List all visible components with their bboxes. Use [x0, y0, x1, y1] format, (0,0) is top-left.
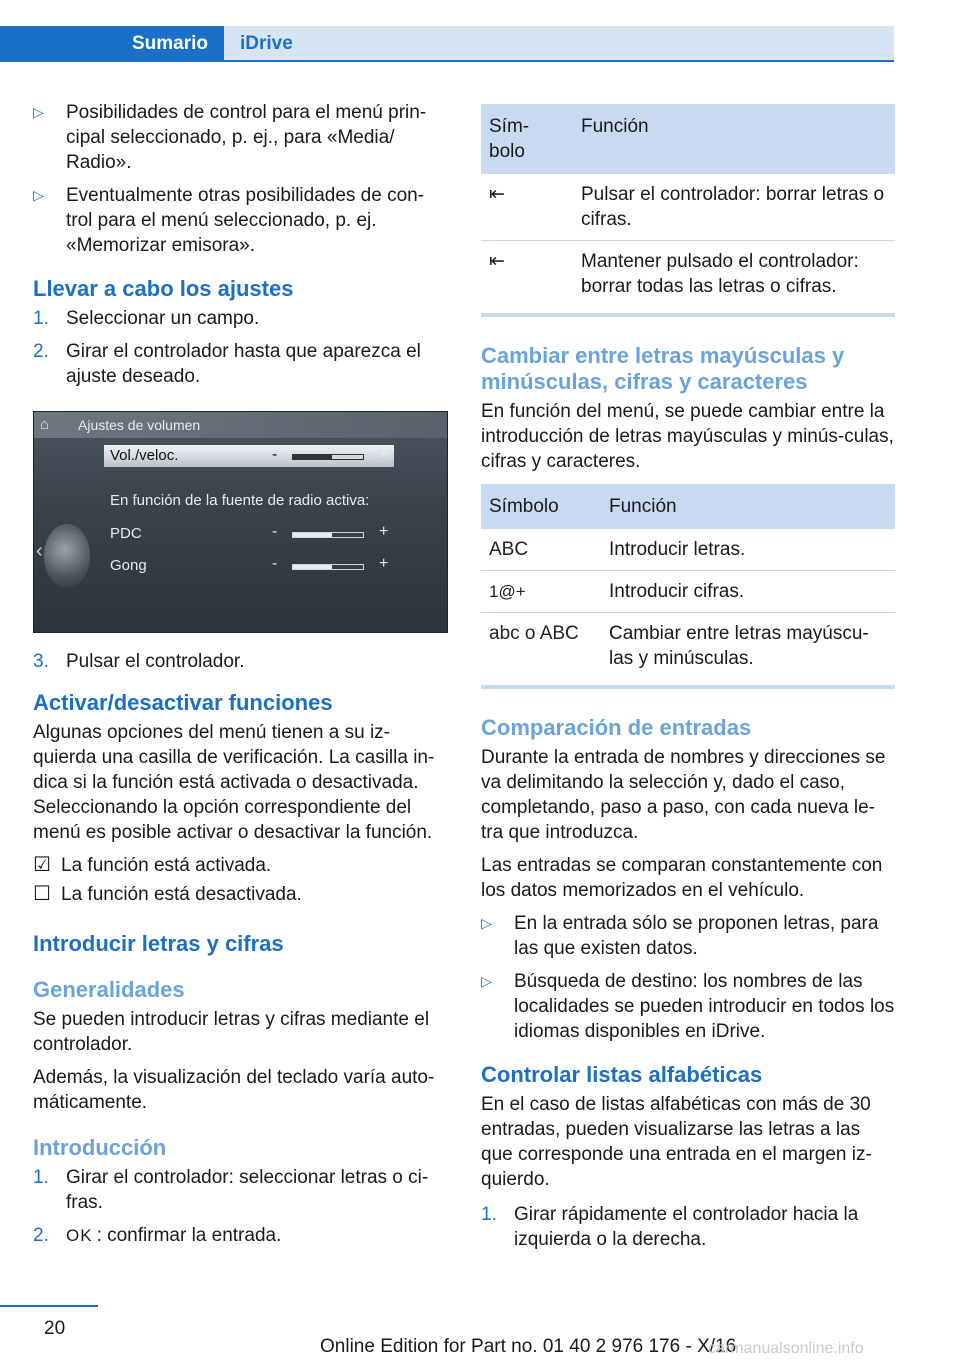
column-header: Símbolo [481, 484, 601, 529]
slider-fill [293, 455, 332, 459]
table-end-rule [481, 685, 895, 689]
column-header: Función [601, 484, 895, 529]
table-row: abc o ABC Cambiar entre letras mayúscu-las y minúsculas. [481, 613, 895, 680]
triangle-bullet-icon: ▷ [33, 104, 44, 120]
screen-title: Ajustes de volumen [78, 417, 201, 433]
heading-ajustes: Llevar a cabo los ajustes [33, 276, 294, 301]
slider-volume [292, 454, 364, 460]
delete-icon: ⇤ [481, 174, 573, 241]
minus-icon: - [272, 523, 278, 540]
table-header-row [481, 484, 895, 529]
chevron-left-icon: ‹ [36, 540, 43, 562]
paragraph-listas: En el caso de listas alfabéticas con más de 30 entradas, pueden visualizarse las letras a las que corresponde una entrada en el margen iz-quierdo. [481, 1094, 872, 1190]
slider-fill [293, 565, 332, 569]
slider-pdc [292, 532, 364, 538]
list-item: 2. Girar el controlador hasta que aparezca el ajuste deseado. [33, 341, 421, 387]
edition-text: Online Edition for Part no. 01 40 2 976 176 - X/16 [320, 1336, 737, 1357]
triangle-bullet-icon: ▷ [33, 187, 44, 203]
controller-knob-icon [44, 524, 90, 588]
list-item: ▷ En la entrada sólo se proponen letras, para las que existen datos. [481, 913, 879, 959]
triangle-bullet-icon: ▷ [481, 973, 492, 989]
heading-introduccion: Introducción [33, 1135, 167, 1160]
table-header-row [481, 104, 895, 174]
screen-row-volume: Vol./veloc. [104, 445, 394, 467]
table-row: ⇤ Mantener pulsado el controlador: borrar todas las letras o cifras. [481, 241, 895, 308]
checkbox-checked-icon: ☑ [33, 854, 51, 876]
steps-introduccion [33, 1165, 448, 1248]
footer-divider [0, 1305, 98, 1307]
paragraph-comp2: Las entradas se comparan constantemente con los datos memorizados en el vehículo. [481, 855, 883, 901]
home-icon: ⌂ [40, 416, 50, 433]
tab-idrive[interactable]: iDrive [224, 26, 894, 62]
heading-listas: Controlar listas alfabéticas [481, 1062, 763, 1087]
tab-sumario[interactable]: Sumario [0, 26, 224, 62]
plus-icon: + [379, 446, 389, 463]
bullet-list-top [33, 100, 448, 258]
checked-row: ☑ La función está activada. [33, 854, 272, 876]
watermark: carmanualsonline.info [708, 1340, 864, 1357]
slider-gong [292, 564, 364, 570]
ok-icon: OK [66, 1226, 93, 1245]
unchecked-row: ☐ La función está desactivada. [33, 883, 302, 905]
screen-row-gong: Gong [110, 557, 147, 574]
table-simbolos [481, 484, 895, 679]
screen-row-pdc: PDC [110, 525, 142, 542]
paragraph-activar: Algunas opciones del menú tienen a su iz-quierda una casilla de verificación. La casilla in-dica si la función está activada o desactivada. Seleccionando la opción correspondiente del menú es posible activar o desactivar la función. [33, 722, 435, 843]
list-item: 1. Girar el controlador: seleccionar letras o ci-fras. [33, 1167, 429, 1213]
plus-icon: + [379, 555, 389, 572]
paragraph-comp1: Durante la entrada de nombres y direcciones se va delimitando la selección y, dado el caso, completando, paso a paso, con cada nueva le-tra que introduzca. [481, 747, 886, 843]
table-row: ABC Introducir letras. [481, 529, 895, 571]
list-item: ▷ Posibilidades de control para el menú prin-cipal seleccionado, p. ej., para «Media/ Radio». [33, 102, 427, 173]
minus-icon: - [272, 555, 278, 572]
paragraph-gen1: Se pueden introducir letras y cifras mediante el controlador. [33, 1009, 430, 1055]
heading-activar: Activar/desactivar funciones [33, 690, 333, 715]
heading-comparacion: Comparación de entradas [481, 715, 752, 740]
plus-icon: + [379, 523, 389, 540]
list-item: ▷ Búsqueda de destino: los nombres de las localidades se pueden introducir en todos los idiomas disponibles en iDrive. [481, 971, 895, 1042]
checkbox-unchecked-icon: ☐ [33, 883, 51, 905]
digits-symbols-icon: 1@+ [481, 571, 601, 613]
list-item: ▷ Eventualmente otras posibilidades de con-trol para el menú seleccionado, p. ej. «Memorizar emisora». [33, 185, 425, 256]
minus-icon: - [272, 446, 278, 463]
paragraph-cambiar: En función del menú, se puede cambiar entre la introducción de letras mayúsculas y minús-culas, cifras y caracteres. [481, 401, 894, 472]
idrive-volume-screenshot [33, 411, 448, 633]
column-header: Función [573, 104, 895, 174]
steps-ajustes-cont [33, 649, 448, 674]
screen-row-radio: En función de la fuente de radio activa: [110, 492, 370, 509]
bullet-list-comparacion [481, 911, 895, 1044]
column-header: Sím-bolo [481, 104, 573, 174]
delete-all-icon: ⇤ [489, 251, 505, 272]
header-divider [0, 60, 894, 62]
list-item: 1. Girar rápidamente el controlador hacia la izquierda o la derecha. [481, 1204, 859, 1250]
slider-fill [293, 533, 332, 537]
page-number: 20 [44, 1318, 66, 1339]
heading-cambiar: Cambiar entre letras mayúsculas y minúsculas, cifras y caracteres [481, 343, 845, 394]
table-row: 1@+ Introducir cifras. [481, 571, 895, 613]
case-toggle-icon: abc o ABC [489, 623, 579, 644]
steps-ajustes [33, 306, 448, 389]
list-item: 2. OK : confirmar la entrada. [33, 1225, 282, 1246]
abc-uppercase-icon: ABC [481, 529, 601, 571]
heading-generalidades: Generalidades [33, 977, 185, 1002]
table-row: ⇤ Pulsar el controlador: borrar letras o cifras. [481, 174, 895, 241]
paragraph-gen2: Además, la visualización del teclado varía auto-máticamente. [33, 1067, 435, 1113]
right-column [481, 104, 895, 1260]
list-item: 3. Pulsar el controlador. [33, 651, 245, 672]
steps-listas [481, 1202, 895, 1252]
list-item: 1. Seleccionar un campo. [33, 308, 260, 329]
table-borrar [481, 104, 895, 307]
heading-introducir: Introducir letras y cifras [33, 931, 284, 956]
table-end-rule [481, 313, 895, 317]
page-header [0, 0, 960, 62]
triangle-bullet-icon: ▷ [481, 915, 492, 931]
left-column [33, 100, 448, 1256]
